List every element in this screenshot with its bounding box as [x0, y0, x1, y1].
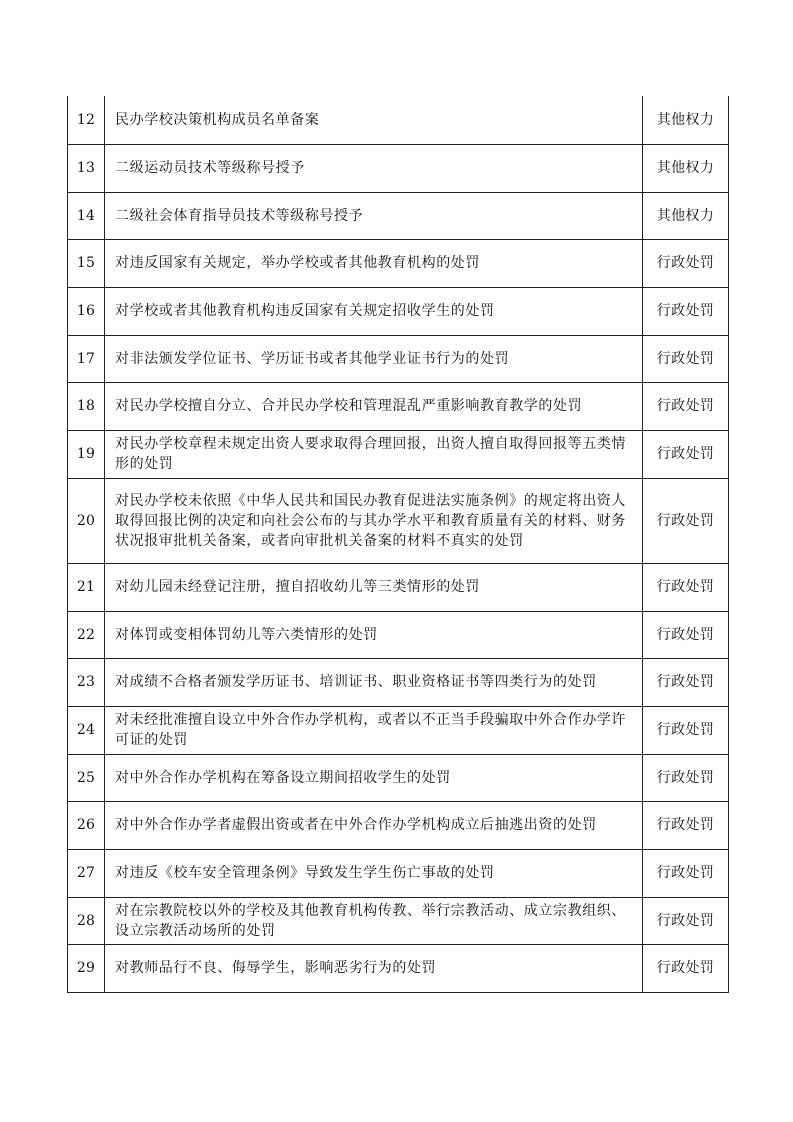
- row-number: 15: [68, 239, 105, 287]
- power-name: 对教师品行不良、侮辱学生，影响恶劣行为的处罚: [105, 944, 643, 992]
- table-row: [68, 192, 729, 239]
- row-number: 28: [68, 897, 105, 944]
- row-number: 17: [68, 335, 105, 382]
- power-type: 行政处罚: [643, 658, 729, 706]
- row-number: 18: [68, 382, 105, 430]
- table-row: [68, 849, 729, 897]
- table-row: [68, 96, 729, 144]
- power-name: 对违反《校车安全管理条例》导致发生学生伤亡事故的处罚: [105, 849, 643, 897]
- row-number: 12: [68, 96, 105, 144]
- power-name: 对民办学校未依照《中华人民共和国民办教育促进法实施条例》的规定将出资人取得回报比例的决定和向社会公布的与其办学水平和教育质量有关的材料、财务状况报审批机关备案，或者向审批机关备案的材料不真实的处罚: [105, 478, 643, 563]
- row-number: 27: [68, 849, 105, 897]
- power-name: 对中外合作办学者虚假出资或者在中外合作办学机构成立后抽逃出资的处罚: [105, 801, 643, 849]
- table-row: [68, 287, 729, 335]
- table-row: [68, 897, 729, 944]
- row-number: 14: [68, 192, 105, 239]
- table-row: [68, 801, 729, 849]
- powers-table: [67, 96, 729, 993]
- table-row: [68, 658, 729, 706]
- power-name: 对幼儿园未经登记注册，擅自招收幼儿等三类情形的处罚: [105, 563, 643, 611]
- row-number: 13: [68, 144, 105, 192]
- power-name: 对民办学校章程未规定出资人要求取得合理回报，出资人擅自取得回报等五类情形的处罚: [105, 430, 643, 478]
- power-type: 行政处罚: [643, 754, 729, 801]
- table-row: [68, 706, 729, 754]
- row-number: 25: [68, 754, 105, 801]
- power-type: 行政处罚: [643, 287, 729, 335]
- power-name: 对违反国家有关规定，举办学校或者其他教育机构的处罚: [105, 239, 643, 287]
- row-number: 19: [68, 430, 105, 478]
- power-name: 对民办学校擅自分立、合并民办学校和管理混乱严重影响教育教学的处罚: [105, 382, 643, 430]
- power-name: 对未经批准擅自设立中外合作办学机构，或者以不正当手段骗取中外合作办学许可证的处罚: [105, 706, 643, 754]
- row-number: 29: [68, 944, 105, 992]
- power-type: 行政处罚: [643, 849, 729, 897]
- power-type: 其他权力: [643, 192, 729, 239]
- table-row: [68, 563, 729, 611]
- power-name: 对学校或者其他教育机构违反国家有关规定招收学生的处罚: [105, 287, 643, 335]
- power-type: 其他权力: [643, 144, 729, 192]
- row-number: 24: [68, 706, 105, 754]
- power-type: 行政处罚: [643, 478, 729, 563]
- row-number: 22: [68, 611, 105, 658]
- table-row: [68, 430, 729, 478]
- table-row: [68, 478, 729, 563]
- table-row: [68, 611, 729, 658]
- row-number: 23: [68, 658, 105, 706]
- power-type: 行政处罚: [643, 382, 729, 430]
- power-name: 对中外合作办学机构在筹备设立期间招收学生的处罚: [105, 754, 643, 801]
- power-type: 行政处罚: [643, 335, 729, 382]
- power-name: 民办学校决策机构成员名单备案: [105, 96, 643, 144]
- power-type: 行政处罚: [643, 239, 729, 287]
- table-body: [68, 96, 729, 992]
- row-number: 21: [68, 563, 105, 611]
- power-type: 行政处罚: [643, 430, 729, 478]
- power-name: 对在宗教院校以外的学校及其他教育机构传教、举行宗教活动、成立宗教组织、设立宗教活动场所的处罚: [105, 897, 643, 944]
- power-type: 行政处罚: [643, 563, 729, 611]
- table-row: [68, 335, 729, 382]
- row-number: 26: [68, 801, 105, 849]
- table-row: [68, 944, 729, 992]
- table-row: [68, 382, 729, 430]
- power-name: 对成绩不合格者颁发学历证书、培训证书、职业资格证书等四类行为的处罚: [105, 658, 643, 706]
- power-name: 对非法颁发学位证书、学历证书或者其他学业证书行为的处罚: [105, 335, 643, 382]
- power-type: 行政处罚: [643, 801, 729, 849]
- power-name: 二级社会体育指导员技术等级称号授予: [105, 192, 643, 239]
- row-number: 20: [68, 478, 105, 563]
- table-row: [68, 144, 729, 192]
- power-type: 其他权力: [643, 96, 729, 144]
- table-row: [68, 754, 729, 801]
- power-name: 对体罚或变相体罚幼儿等六类情形的处罚: [105, 611, 643, 658]
- power-type: 行政处罚: [643, 944, 729, 992]
- power-type: 行政处罚: [643, 611, 729, 658]
- table-row: [68, 239, 729, 287]
- power-type: 行政处罚: [643, 706, 729, 754]
- power-type: 行政处罚: [643, 897, 729, 944]
- power-name: 二级运动员技术等级称号授予: [105, 144, 643, 192]
- row-number: 16: [68, 287, 105, 335]
